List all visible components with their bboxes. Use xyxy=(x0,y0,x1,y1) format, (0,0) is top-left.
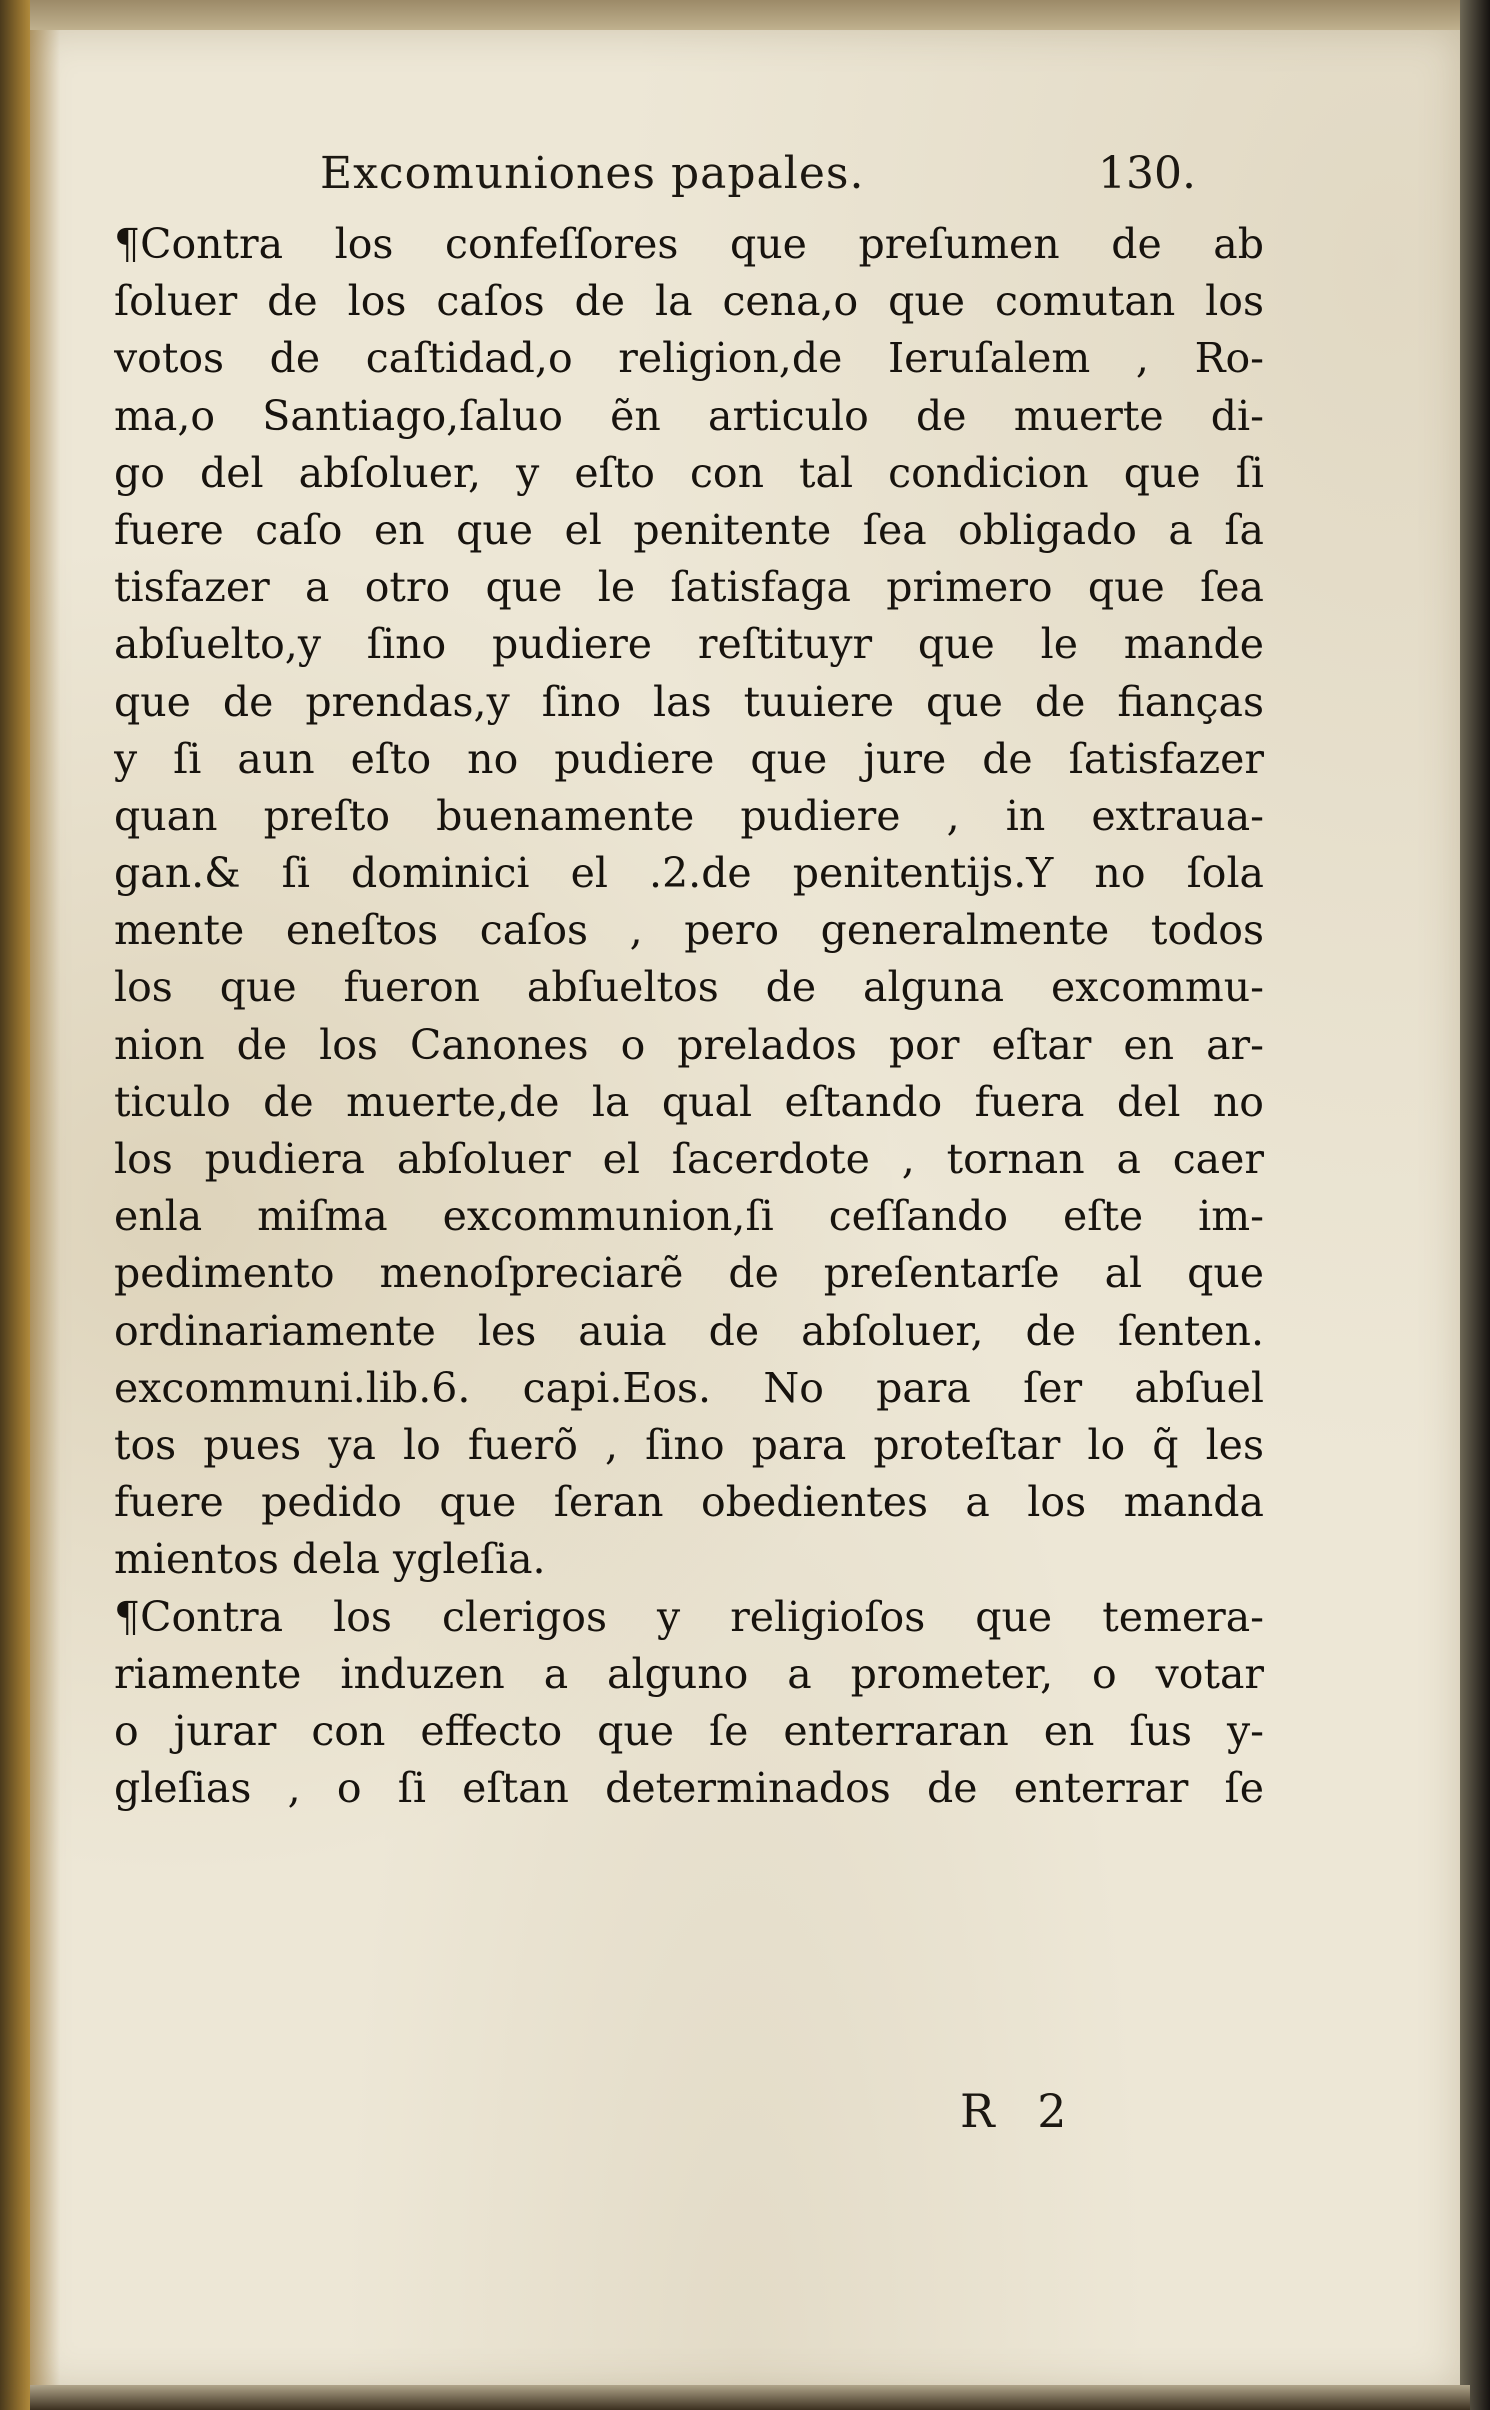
folio-number: 130. xyxy=(1098,148,1196,199)
text-line: y ſi aun eſto no pudiere que jure de ſatisfazer xyxy=(114,734,1264,783)
text-line: ſoluer de los caſos de la cena,o que comutan los xyxy=(114,277,1264,326)
text-line: ordinariamente les auia de abſoluer, de ſenten. xyxy=(114,1306,1264,1355)
text-line: ¶Contra los confeſſores que preſumen de ab xyxy=(114,220,1264,268)
text-line: ma,o Santiago,ſaluo ẽn articulo de muerte di- xyxy=(114,391,1264,440)
text-line: gan.& ſi dominici el .2.de penitentijs.Y no ſola xyxy=(114,849,1264,898)
body-text xyxy=(114,216,1264,1817)
text-line: abſuelto,y ſino pudiere reſtituyr que le mande xyxy=(114,620,1264,669)
text-line: los pudiera abſoluer el ſacerdote , tornan a caer xyxy=(114,1135,1264,1183)
text-line: o jurar con effecto que ſe enterraran en ſus y- xyxy=(114,1706,1264,1755)
text-line: pedimento menoſpreciarẽ de preſentarſe al que xyxy=(114,1249,1264,1298)
text-line: mente eneſtos caſos , pero generalmente todos xyxy=(114,906,1264,955)
text-line: quan preſto buenamente pudiere , in extraua- xyxy=(114,791,1264,840)
text-line: votos de caſtidad,o religion,de Ieruſalem , Ro- xyxy=(114,334,1264,383)
text-line: gleſias , o ſi eſtan determinados de enterrar ſe xyxy=(114,1764,1264,1813)
binding-edge xyxy=(0,0,30,2410)
text-line: ticulo de muerte,de la qual eſtando fuera del no xyxy=(114,1077,1264,1126)
page-bottom-edge xyxy=(30,2385,1470,2410)
text-line: que de prendas,y ſino las tuuiere que de fianças xyxy=(114,677,1264,726)
running-head: Excomuniones papales. xyxy=(320,148,865,199)
text-line: fuere caſo en que el penitente ſea obligado a ſa xyxy=(114,505,1264,554)
gutter-shadow xyxy=(30,30,60,2390)
text-line: tos pues ya lo fuerõ , ſino para proteſtar lo q̃ les xyxy=(114,1420,1264,1469)
text-line: mientos dela ygleſia. xyxy=(114,1535,546,1584)
text-line: enla miſma excommunion,ſi ceſſando eſte im- xyxy=(114,1192,1264,1241)
text-line: ¶Contra los clerigos y religioſos que temera- xyxy=(114,1592,1264,1641)
text-line: los que fueron abſueltos de alguna excommu- xyxy=(114,963,1264,1012)
right-edge xyxy=(1460,0,1490,2410)
text-line: riamente induzen a alguno a prometer, o votar xyxy=(114,1649,1264,1698)
text-line: tisfazer a otro que le ſatisfaga primero que ſea xyxy=(114,563,1264,612)
text-line: go del abſoluer, y eſto con tal condicion que ſi xyxy=(114,448,1264,497)
signature-mark: R 2 xyxy=(960,2084,1081,2138)
text-line: fuere pedido que ſeran obedientes a los manda xyxy=(114,1478,1264,1527)
text-line: excommuni.lib.6. capi.Eos. No para ſer abſuel xyxy=(114,1363,1264,1412)
text-line: nion de los Canones o prelados por eſtar en ar- xyxy=(114,1020,1264,1069)
